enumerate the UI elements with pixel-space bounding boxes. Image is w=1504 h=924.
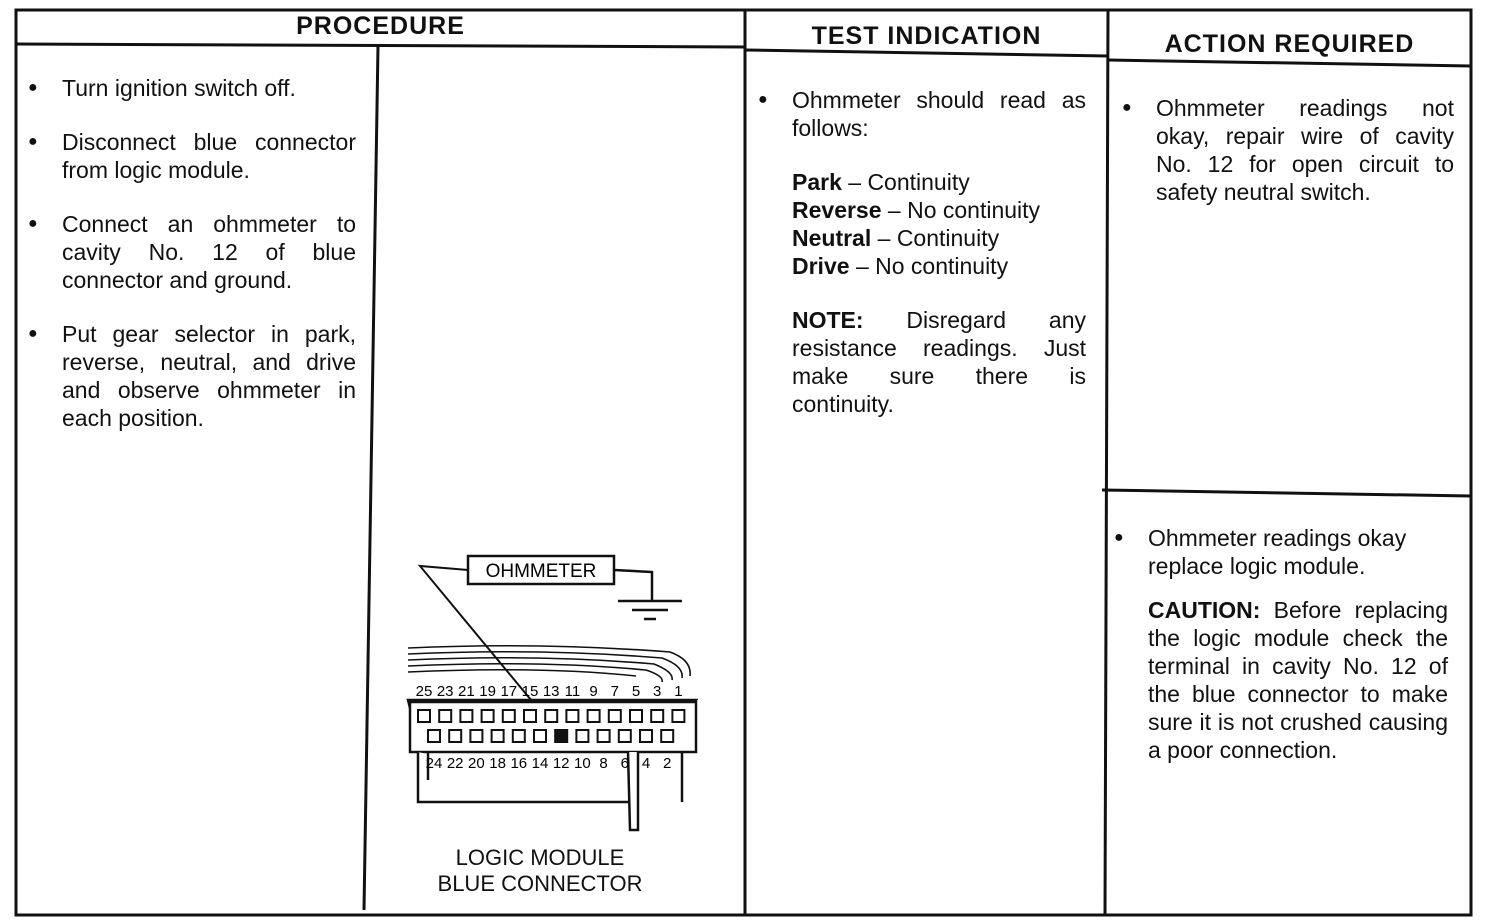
pin-cavity [492,730,504,742]
pin-cavity [482,710,494,722]
reading-result: – Continuity [877,225,1000,251]
reading-position: Drive [792,253,850,279]
procedure-step: ● Connect an ohmmeter to cavity No. 12 of blue connector and ground. [28,210,356,294]
header-action-required: ACTION REQUIRED [1164,30,1415,58]
readings-list [758,168,1086,418]
pin-number: 1 [674,683,683,700]
reading-position: Park [792,169,842,195]
pin-cavity [619,730,631,742]
action-not-okay [1122,94,1454,232]
pin-cavity [418,710,430,722]
pin-cavity [524,710,536,722]
pin-number: 14 [531,755,549,772]
pin-number: 8 [599,755,608,772]
reading-position: Reverse [792,197,882,223]
caution [1114,596,1448,764]
pin-number: 20 [468,755,485,772]
reading-result: – No continuity [855,253,1009,279]
pin-number: 24 [425,755,443,772]
pin-cavity-12 [555,730,567,742]
action-okay [1114,524,1448,764]
reading-neutral [792,224,1086,252]
pin-number: 15 [521,683,539,700]
pin-number: 16 [510,755,528,772]
pin-cavity [630,710,642,722]
pin-number: 10 [574,755,591,772]
caption-line: LOGIC MODULE [455,845,625,870]
header-test-indication: TEST INDICATION [811,22,1042,50]
note-label: NOTE: [792,307,864,333]
reading-drive [792,252,1086,280]
ohmmeter-label: OHMMETER [485,561,597,582]
pin-number: 3 [653,683,662,700]
reading-park [792,168,1086,196]
caution-label: CAUTION: [1148,597,1261,623]
test-indication-column [758,86,1086,418]
test-intro: ● Ohmmeter should read as follows: [758,86,1086,142]
pin-cavity [545,710,557,722]
reading-reverse [792,196,1086,224]
note [792,306,1086,418]
action-not-okay-text: ● Ohmmeter readings not okay, repair wire of cavity No. 12 for open circuit to safety neutral switch. [1122,94,1454,206]
pin-cavity [598,730,610,742]
pin-cavity [566,710,578,722]
connector-diagram [400,540,720,860]
header-procedure: PROCEDURE [296,12,465,40]
pin-number: 18 [489,755,506,772]
pin-number: 21 [458,683,475,700]
pin-cavity [661,730,673,742]
pin-cavity [640,730,652,742]
pin-cavity [513,730,525,742]
note-text: Disregard any resistance readings. Just make sure there is continuity. [792,307,1086,417]
pin-cavity [439,710,451,722]
diagram-caption [380,845,700,897]
pin-cavity [534,730,546,742]
ground-symbol [618,601,682,619]
pin-number: 25 [415,683,433,700]
pin-cavity [609,710,621,722]
action-okay-text: ● Ohmmeter readings okay replace logic module. [1114,524,1448,580]
pin-cavity [449,730,461,742]
pin-cavity [428,730,440,742]
pin-number: 7 [610,683,619,700]
wire-bundle [408,646,690,682]
reading-position: Neutral [792,225,872,251]
pin-number: 12 [552,755,570,772]
caption-line: BLUE CONNECTOR [437,871,643,896]
pin-number: 22 [446,755,464,772]
pin-cavity [576,730,588,742]
caution-text: Before replacing the logic module check the terminal in cavity No. 12 of the blue connector to make sure it is not crushed causing a poor connection. [1148,597,1448,763]
pin-number: 4 [641,755,651,772]
procedure-step: ● Put gear selector in park, reverse, neutral, and drive and observe ohmmeter in each position. [28,320,356,432]
pin-number: 5 [631,683,641,700]
pin-cavity [460,710,472,722]
pin-number: 6 [620,755,629,772]
procedure-steps [28,74,356,458]
pin-number: 9 [589,683,598,700]
pin-cavity [503,710,515,722]
reading-result: – No continuity [887,197,1041,223]
procedure-step: ● Disconnect blue connector from logic module. [28,128,356,184]
pin-number: 19 [479,683,496,700]
procedure-step: ● Turn ignition switch off. [28,74,356,102]
pin-number: 23 [436,683,454,700]
pin-number: 17 [500,683,518,700]
pin-number: 11 [564,683,581,700]
pin-number: 2 [663,755,672,772]
pin-cavity [470,730,482,742]
reading-result: – Continuity [848,169,970,195]
pin-number: 13 [542,683,560,700]
pin-numbers-top [416,683,683,700]
pin-cavity [651,710,663,722]
pin-cavity [588,710,600,722]
pin-cavity [672,710,684,722]
